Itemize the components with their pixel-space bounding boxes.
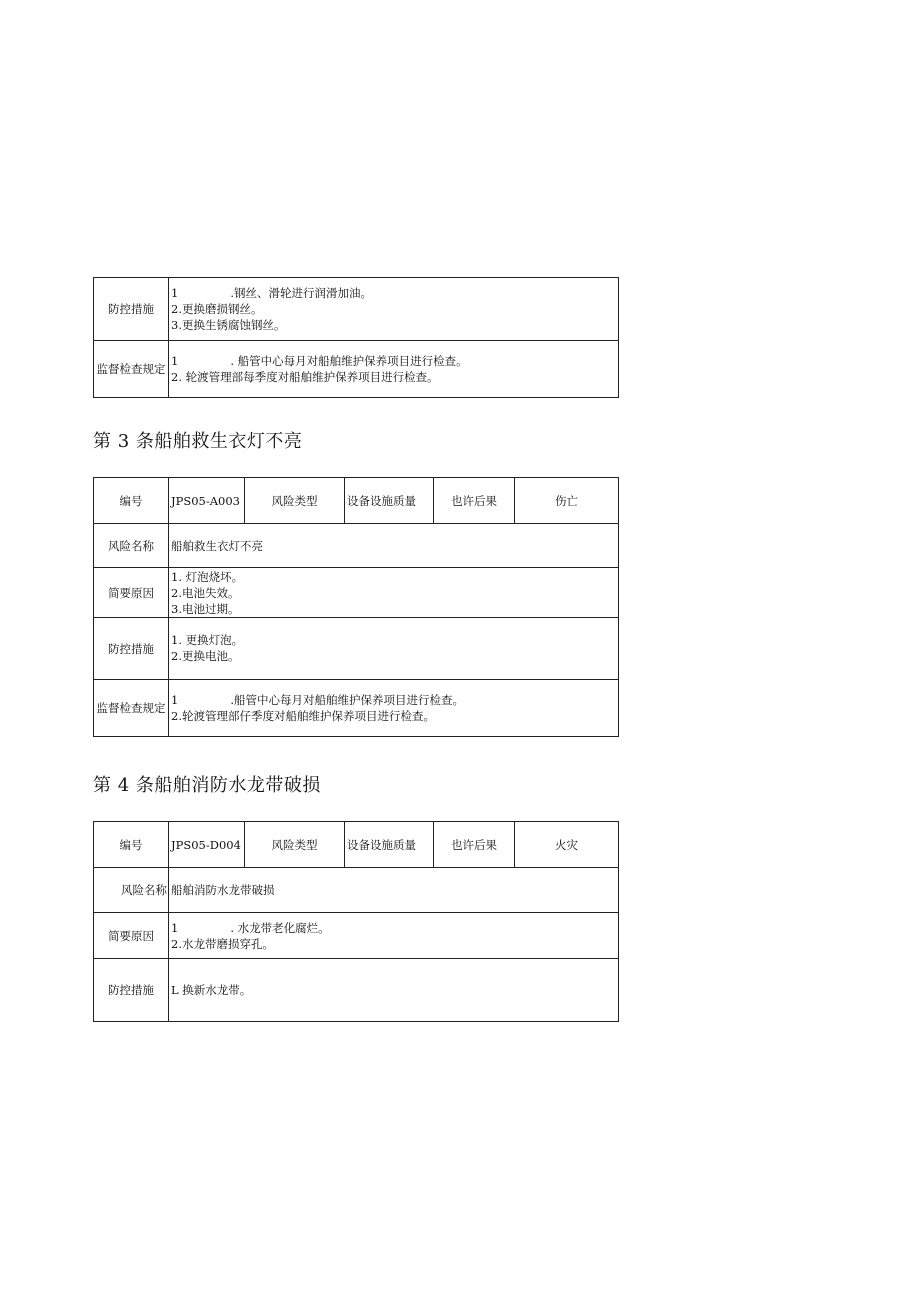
measure-line-2: 2.更换磨损钢丝。 [171,302,263,316]
cause-line-1: 1 . 水龙带老化腐烂。 [171,920,330,935]
section-3-title: 第 3 条船舶救生衣灯不亮 [93,431,303,452]
cause-line-2: 2.电池失效。 [171,585,240,600]
measure-line-3: 3.更换生锈腐蚀钢丝。 [171,318,286,332]
supervise-line-1: 1 . 船管中心每月对船舶维护保养项目进行检查。 [171,354,468,368]
supervise-line-2: 2.轮渡管理部仔季度对船舶维护保养项目进行检查。 [171,709,435,723]
risk-table-section-4 [93,821,619,1022]
consequence-label: 也许后果 [434,478,515,524]
cause-line-1: 1. 灯泡烧坏。 [171,569,244,584]
measure-content [169,618,619,680]
risk-type-label: 风险类型 [245,822,345,868]
supervise-line-2: 2. 轮渡管理部每季度对船舶维护保养项目进行检查。 [171,370,439,384]
consequence-label: 也许后果 [434,822,515,868]
risk-name-label: 风险名称 [94,868,169,913]
measure-content: L 换新水龙带。 [169,959,619,1022]
risk-table-section-3 [93,477,619,737]
id-label: 编号 [94,822,169,868]
section-4-title: 第 4 条船舶消防水龙带破损 [93,775,321,796]
consequence-value: 伤亡 [515,478,619,524]
id-label: 编号 [94,478,169,524]
risk-table-continued [93,277,619,398]
supervise-line-1: 1 .船管中心每月对船舶维护保养项目进行检查。 [171,693,464,707]
cause-label: 简要原因 [94,913,169,959]
risk-type-value: 设备设施质量 [345,478,434,524]
measure-label: 防控措施 [94,278,169,341]
cause-content [169,568,619,618]
measure-line-1: 1 .钢丝、滑轮进行润滑加油。 [171,286,372,300]
supervise-content [169,341,619,398]
measure-content [169,278,619,341]
id-value: JPS05-D004 [169,822,245,868]
measure-line-1: 1. 更换灯泡。 [171,633,244,647]
cause-label: 简要原因 [94,568,169,618]
risk-name-value: 船舶消防水龙带破损 [169,868,619,913]
cause-content [169,913,619,959]
id-value: JPS05-A003 [169,478,245,524]
supervise-label: 监督检查规定 [94,341,169,398]
measure-label: 防控措施 [94,618,169,680]
consequence-value: 火灾 [515,822,619,868]
supervise-label: 监督检查规定 [94,680,169,737]
measure-line-2: 2.更换电池。 [171,649,240,663]
risk-name-label: 风险名称 [94,524,169,568]
risk-type-label: 风险类型 [245,478,345,524]
cause-line-2: 2.水龙带磨损穿孔。 [171,936,274,951]
supervise-content [169,680,619,737]
cause-line-3: 3.电池过期。 [171,601,240,616]
risk-type-value: 设备设施质量 [345,822,434,868]
measure-label: 防控措施 [94,959,169,1022]
risk-name-value: 船舶救生衣灯不亮 [169,524,619,568]
